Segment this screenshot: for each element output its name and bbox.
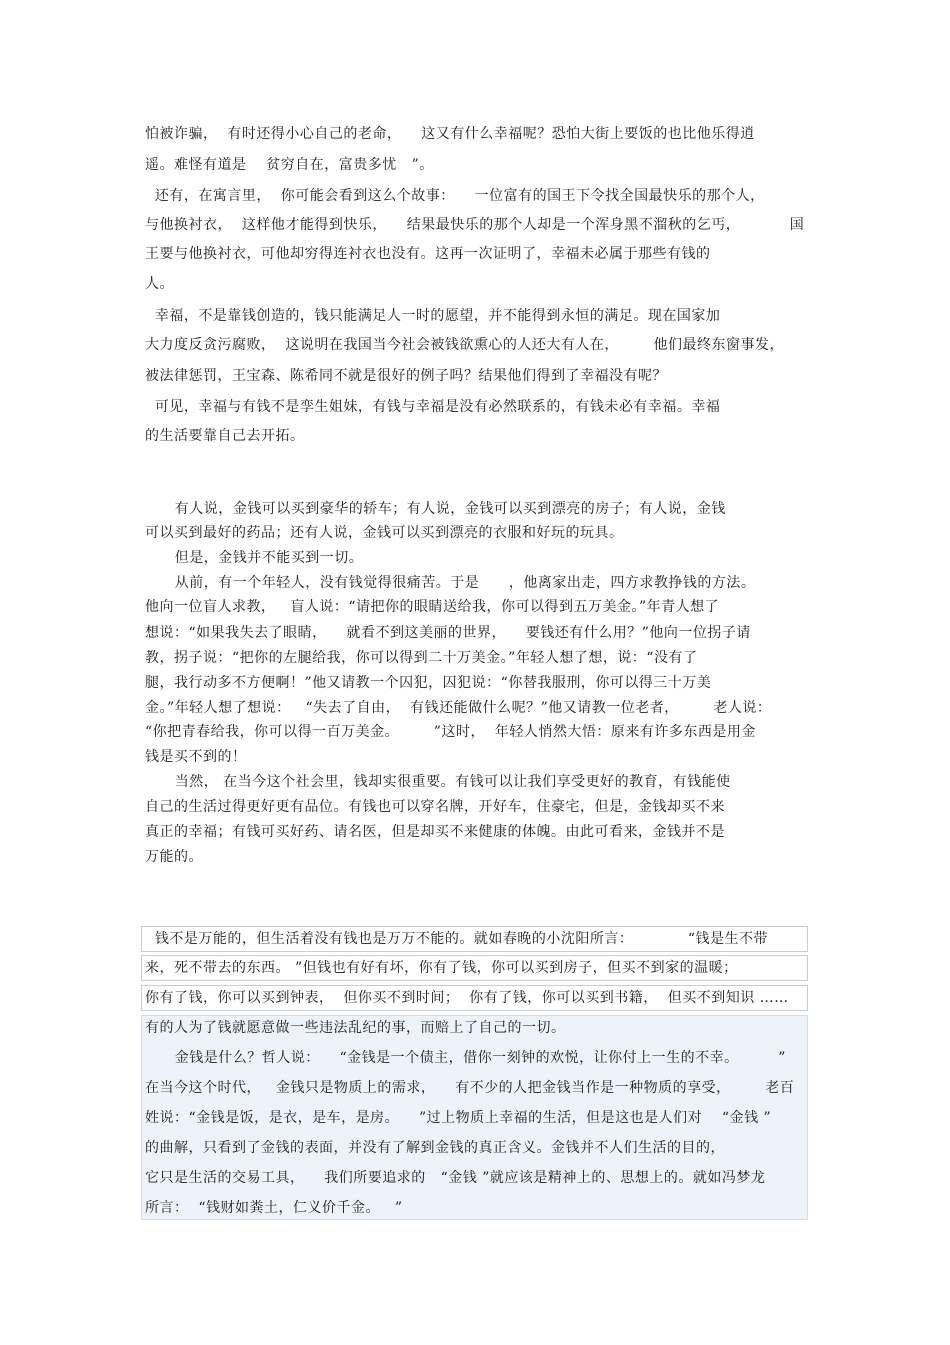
text-line: 姓说：“金钱是饭，是衣，是车，是房。 ”过上物质上幸福的生活，但是这也是人们对 “金钱 ” bbox=[145, 1110, 772, 1126]
text-line: “你把青春给我，你可以得一百万美金。 ”这时， 年轻人悄然大悟：原来有许多东西是用金 bbox=[145, 724, 756, 740]
text-line: 还有，在寓言里， 你可能会看到这么个故事： 一位富有的国王下令找全国最快乐的那个人， bbox=[145, 188, 765, 204]
text-line: 金钱是什么？哲人说： “金钱是一个债主，借你一刻钟的欢悦，让你付上一生的不幸。 ” bbox=[145, 1050, 786, 1066]
text-line: 但是，金钱并不能买到一切。 bbox=[145, 550, 364, 566]
text-line: 他向一位盲人求教， 盲人说：“请把你的眼睛送给我，你可以得到五万美金。”年青人想了 bbox=[145, 599, 720, 615]
text-line: 钱不是万能的，但生活着没有钱也是万万不能的。就如春晚的小沈阳所言： “钱是生不带 bbox=[145, 931, 769, 947]
text-line: 当然， 在当今这个社会里，钱却实很重要。有钱可以让我们享受更好的教育，有钱能使 bbox=[145, 774, 731, 790]
text-line: 它只是生活的交易工具， 我们所要追求的 “金钱 ”就应该是精神上的、思想上的。就如冯梦龙 bbox=[145, 1170, 766, 1186]
text-line: 真正的幸福；有钱可买好药、请名医，但是却买不来健康的体魄。由此可看来，金钱并不是 bbox=[145, 824, 725, 840]
text-line: 怕被诈骗， 有时还得小心自己的老命， 这又有什么幸福呢？恐怕大街上要饭的也比他乐得逍 bbox=[145, 126, 755, 142]
text-line: 幸福，不是靠钱创造的，钱只能满足人一时的愿望，并不能得到永恒的满足。现在国家加 bbox=[145, 308, 721, 324]
text-line: 可以买到最好的药品；还有人说，金钱可以买到漂亮的衣服和好玩的玩具。 bbox=[145, 525, 624, 541]
text-line: 的曲解，只看到了金钱的表面，并没有了解到金钱的真正含义。金钱并不人们生活的目的， bbox=[145, 1140, 725, 1156]
text-line: 你有了钱，你可以买到钟表， 但你买不到时间； 你有了钱，你可以买到书籍， 但买不到知识 …… bbox=[145, 990, 789, 1006]
text-line: 有人说，金钱可以买到豪华的轿车；有人说，金钱可以买到漂亮的房子；有人说，金钱 bbox=[145, 501, 726, 517]
text-line: 可见，幸福与有钱不是孪生姐妹，有钱与幸福是没有必然联系的，有钱未必有幸福。幸福 bbox=[145, 399, 721, 415]
text-line: 的生活要靠自己去开拓。 bbox=[145, 428, 305, 444]
text-line: 想说：“如果我失去了眼睛， 就看不到这美丽的世界， 要钱还有什么用？”他向一位拐子请 bbox=[145, 625, 751, 641]
text-line: 钱是买不到的！ bbox=[145, 749, 247, 765]
text-line: 被法律惩罚，王宝森、陈希同不就是很好的例子吗？结果他们得到了幸福没有呢？ bbox=[145, 368, 667, 384]
text-line: 人。 bbox=[145, 276, 174, 292]
text-line: 来，死不带去的东西。 ”但钱也有好有坏，你有了钱，你可以买到房子，但买不到家的温暖； bbox=[145, 960, 738, 976]
text-line: 金。”年轻人想了想说： “失去了自由， 有钱还能做什么呢？”他又请教一位老者， 老人说： bbox=[145, 700, 772, 716]
text-line: 遥。难怪有道是 贫穷自在，富贵多忧 ”。 bbox=[145, 157, 434, 173]
text-line: 从前，有一个年轻人，没有钱觉得很痛苦。于是 ，他离家出走，四方求教挣钱的方法。 bbox=[145, 575, 756, 591]
text-line: 王要与他换衬衣，可他却穷得连衬衣也没有。这再一次证明了，幸福未必属于那些有钱的 bbox=[145, 246, 711, 262]
text-line: 大力度反贪污腐败， 这说明在我国当今社会被钱欲熏心的人还大有人在， 他们最终东窗事发， bbox=[145, 337, 785, 353]
text-line: 教，拐子说：“把你的左腿给我，你可以得到二十万美金。”年轻人想了想，说：“没有了 bbox=[145, 650, 698, 666]
text-line: 有的人为了钱就愿意做一些违法乱纪的事，而赔上了自己的一切。 bbox=[145, 1020, 566, 1036]
text-line: 腿，我行动多不方便啊！”他又请教一个囚犯，囚犯说：“你替我服刑，你可以得三十万美 bbox=[145, 675, 712, 691]
text-line: 在当今这个时代， 金钱只是物质上的需求， 有不少的人把金钱当作是一种物质的享受， 老百 bbox=[145, 1080, 795, 1096]
text-line: 万能的。 bbox=[145, 849, 203, 865]
text-line: 自己的生活过得更好更有品位。有钱也可以穿名牌，开好车，住豪宅，但是，金钱却买不来 bbox=[145, 799, 725, 815]
text-line: 所言： “钱财如粪土，仁义价千金。 ” bbox=[145, 1200, 403, 1216]
text-line: 与他换衬衣， 这样他才能得到快乐， 结果最快乐的那个人却是一个浑身黑不溜秋的乞丐， 国 bbox=[145, 217, 805, 233]
